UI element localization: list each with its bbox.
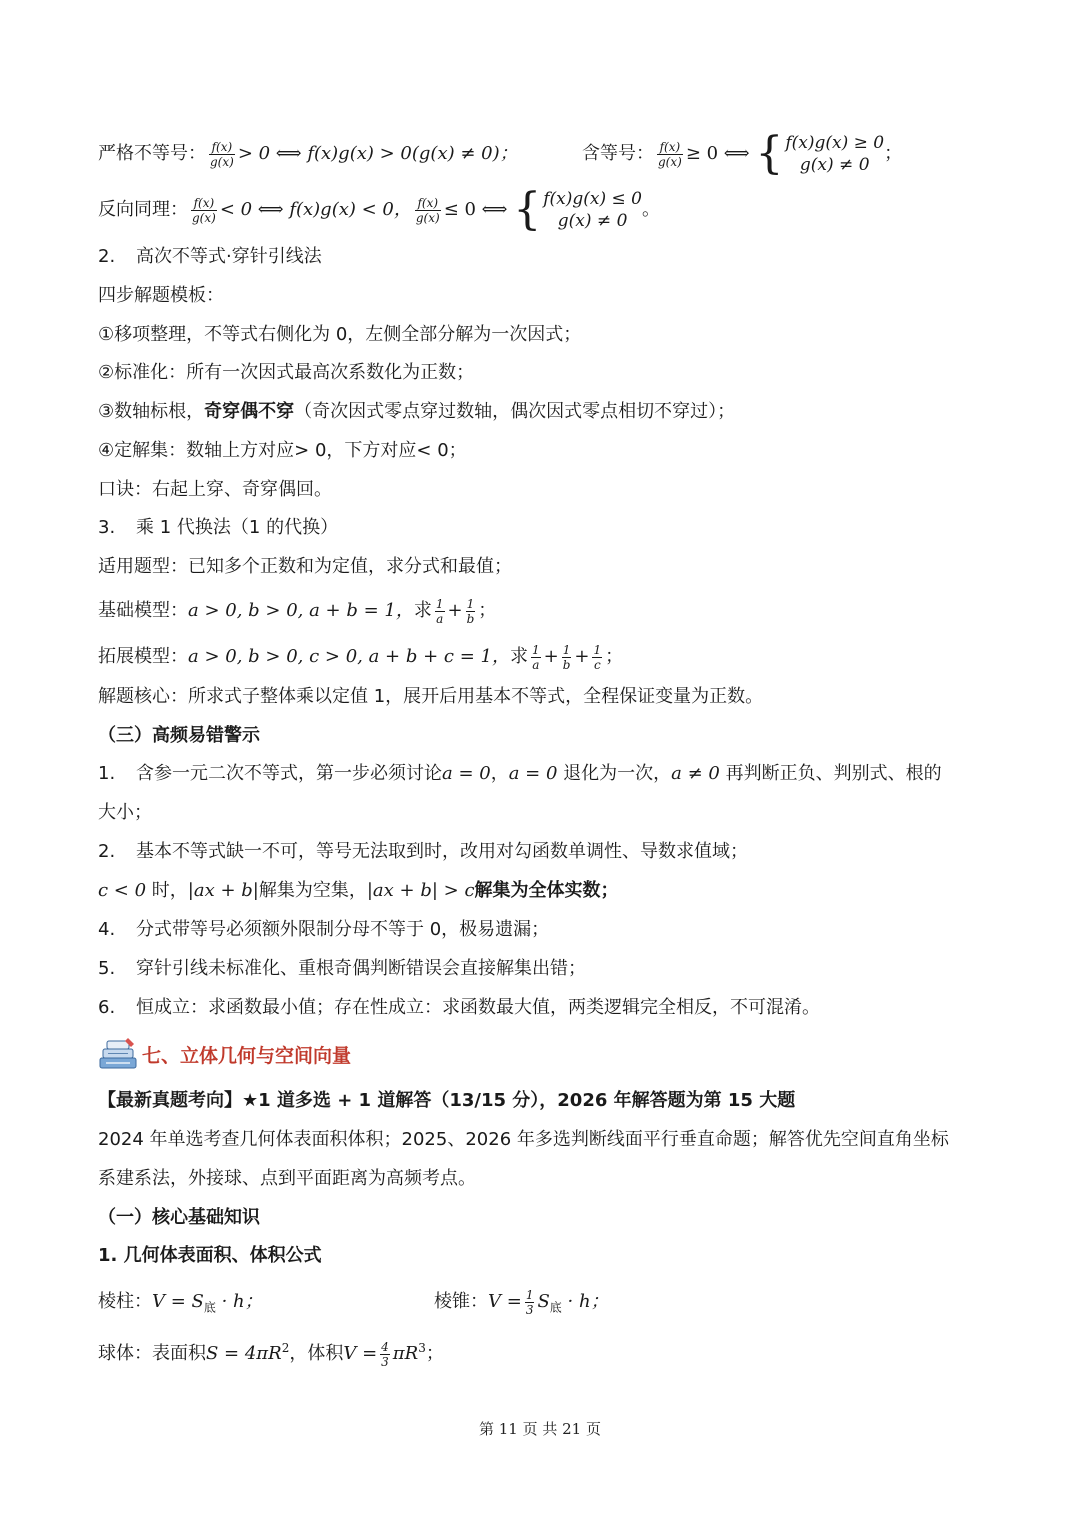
applicable-types: 适用题型：已知多个正数和为定值，求分式和最值； (98, 556, 512, 577)
pyramid-formula: 棱锥：V = $\frac{1}{3}$ $S_底 \cdot h$； (434, 1287, 609, 1317)
formula-heading: 1. 几何体表面积、体积公式 (98, 1245, 322, 1266)
page-footer: 第 11 页 共 21 页 (478, 1420, 601, 1438)
equal-operator: ≥ 0 ⟺ (685, 143, 750, 164)
prism-formula: 棱柱：$V = S_底 \cdot h$； (98, 1291, 263, 1315)
with-equal-line: 含等号： $\frac{f(x)}{g(x)}$ ≥ 0 ⟺ { f(x)g(x) ≥ 0 g(x) ≠ 0 ； (582, 128, 903, 179)
step-2: ②标准化：所有一次因式最高次系数化为正数； (98, 362, 475, 383)
fraction-1-over-3: $\frac{1}{3}$ (525, 1287, 534, 1317)
warning-4: 4. 分式带等号必须额外限制分母不等于 0，极易遗漏； (98, 919, 550, 940)
step-1: ①移项整理，不等式右侧化为 0，左侧全部分解为一次因式； (98, 324, 582, 345)
sphere-formula: 球体：表面积$S = 4\pi R^2$，体积V = $\frac{4}{3}$ $\pi R^3$； (98, 1339, 444, 1369)
fraction-1-over-b: $\frac{1}{b}$ (562, 642, 571, 672)
solving-core: 解题核心：所求式子整体乘以定值 1，展开后用基本不等式，全程保证变量为正数。 (98, 686, 764, 707)
section-2-heading: 2. 高次不等式·穿针引线法 (98, 246, 322, 267)
equation-system: { f(x)g(x) ≥ 0 g(x) ≠ 0 (755, 128, 885, 179)
warning-5: 5. 穿针引线未标准化、重根奇偶判断错误会直接解集出错； (98, 958, 586, 979)
fraction-1-over-a: $\frac{1}{a}$ (435, 596, 444, 626)
reverse-operator: ≤ 0 ⟺ (443, 199, 508, 220)
warning-2: 2. 基本不等式缺一不可，等号无法取到时，改用对勾函数单调性、导数求值域； (98, 841, 748, 862)
reverse-label: 反向同理： (98, 199, 188, 220)
fraction-1-over-a: $\frac{1}{a}$ (531, 642, 540, 672)
fraction-1-over-b: $\frac{1}{b}$ (466, 596, 475, 626)
warning-1-cont: 大小； (98, 802, 152, 823)
section-3-heading: 3. 乘 1 代换法（1 的代换） (98, 517, 339, 538)
extended-model: 拓展模型：a > 0, b > 0, c > 0, a + b + c = 1，求 $\frac{1}{a}$ + $\frac{1}{b}$ + $\frac{1}{c}$ ； (98, 642, 624, 672)
step-3: ③数轴标根，奇穿偶不穿（奇次因式零点穿过数轴，偶次因式零点相切不穿过）； (98, 401, 736, 422)
subsection-1-heading: （一）核心基础知识 (98, 1207, 260, 1228)
fraction-f-over-g: $\frac{f(x)}{g(x)}$ (192, 195, 216, 225)
exam-trend-text-2: 系建系法，外接球、点到平面距离为高频考点。 (98, 1168, 476, 1189)
basic-model: 基础模型：a > 0, b > 0, a + b = 1，求 $\frac{1}{a}$ + $\frac{1}{b}$ ； (98, 596, 497, 626)
strict-label: 严格不等号： (98, 143, 206, 164)
chapter-7-heading (98, 1036, 351, 1072)
subsection-3-heading: （三）高频易错警示 (98, 725, 260, 746)
exam-trend-heading: 【最新真题考向】★1 道多选 + 1 道解答（13/15 分），2026 年解答题为第 15 大题 (98, 1090, 796, 1111)
fraction-4-over-3: $\frac{4}{3}$ (381, 1339, 389, 1369)
equal-label: 含等号： (582, 143, 654, 164)
books-icon (98, 1036, 138, 1072)
strict-expression: > 0 ⟺ f(x)g(x) > 0(g(x) ≠ 0)； (237, 143, 518, 164)
step-4: ④定解集：数轴上方对应> 0，下方对应< 0； (98, 440, 467, 461)
fraction-1-over-c: $\frac{1}{c}$ (593, 642, 602, 672)
equation-system: { f(x)g(x) ≤ 0 g(x) ≠ 0 (513, 184, 642, 235)
template-title: 四步解题模板： (98, 285, 224, 306)
system-row-1: f(x)g(x) ≤ 0 (543, 189, 642, 209)
system-row-1: f(x)g(x) ≥ 0 (785, 133, 885, 153)
reverse-expression-1: < 0 ⟺ f(x)g(x) < 0， (219, 199, 412, 220)
strict-inequality-line (98, 134, 518, 174)
warning-3: c < 0 时，|ax + b|解集为空集，|ax + b| > c解集为全体实数； (98, 880, 619, 901)
mnemonic: 口诀：右起上穿、奇穿偶回。 (98, 479, 332, 500)
fraction-f-over-g: $\frac{f(x)}{g(x)}$ (658, 139, 682, 169)
warning-1: 1. 含参一元二次不等式，第一步必须讨论a = 0，a = 0 退化为一次，a ≠ 0 再判断正负、判别式、根的 (98, 763, 942, 784)
reverse-rule-line: 反向同理： $\frac{f(x)}{g(x)}$ < 0 ⟺ f(x)g(x) < 0， $\frac{f(x)}{g(x)}$ ≤ 0 ⟺ { f(x)g(x) ≤ 0 g(x) ≠ 0 。 (98, 184, 660, 235)
chapter-7-title: 七、立体几何与空间向量 (142, 1044, 352, 1067)
warning-6: 6. 恒成立：求函数最小值；存在性成立：求函数最大值，两类逻辑完全相反，不可混淆。 (98, 997, 820, 1018)
system-row-2: g(x) ≠ 0 (799, 155, 870, 175)
fraction-f-over-g: $\frac{f(x)}{g(x)}$ (415, 195, 440, 225)
fraction-f-over-g: $\frac{f(x)}{g(x)}$ (210, 139, 234, 169)
system-row-2: g(x) ≠ 0 (557, 211, 628, 231)
exam-trend-text-1: 2024 年单选考查几何体表面积体积；2025、2026 年多选判断线面平行垂直命题；解答优先空间直角坐标 (98, 1129, 949, 1150)
